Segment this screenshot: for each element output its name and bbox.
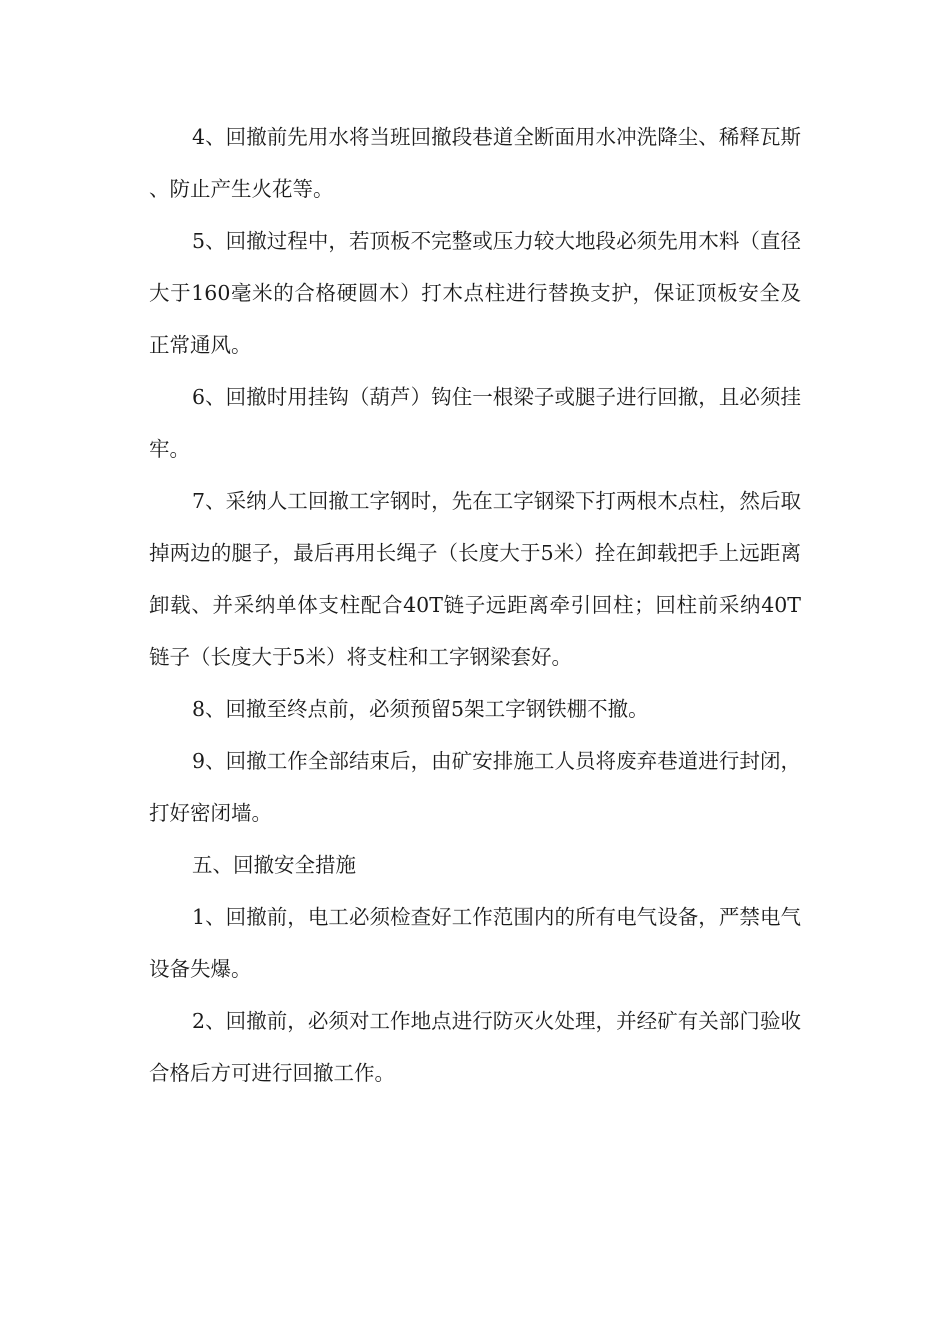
paragraph-item-4: 4、回撤前先用水将当班回撤段巷道全断面用水冲洗降尘、稀释瓦斯、防止产生火花等。	[149, 125, 801, 201]
paragraph-item-5: 5、回撤过程中，若顶板不完整或压力较大地段必须先用木料（直径大于160毫米的合格硬圆木）打木点柱进行替换支护，保证顶板安全及正常通风。	[149, 229, 801, 357]
section-heading: 五、回撤安全措施	[192, 853, 356, 877]
paragraph-item-7: 7、采纳人工回撤工字钢时，先在工字钢梁下打两根木点柱，然后取掉两边的腿子，最后再用长绳子（长度大于5米）拴在卸载把手上远距离卸载、并采纳单体支柱配合40T链子远距离牵引回柱；回柱前采纳40T链子（长度大于5米）将支柱和工字钢梁套好。	[149, 489, 801, 669]
paragraph-item-1: 1、回撤前，电工必须检查好工作范围内的所有电气设备，严禁电气设备失爆。	[149, 905, 801, 981]
paragraph-item-9: 9、回撤工作全部结束后，由矿安排施工人员将废弃巷道进行封闭，打好密闭墙。	[149, 749, 801, 825]
document-body	[149, 111, 801, 1099]
paragraph-item-2: 2、回撤前，必须对工作地点进行防灭火处理，并经矿有关部门验收合格后方可进行回撤工作。	[149, 1009, 801, 1085]
paragraph-item-6: 6、回撤时用挂钩（葫芦）钩住一根梁子或腿子进行回撤，且必须挂牢。	[149, 385, 801, 461]
paragraph-item-8: 8、回撤至终点前，必须预留5架工字钢铁棚不撤。	[192, 697, 649, 721]
